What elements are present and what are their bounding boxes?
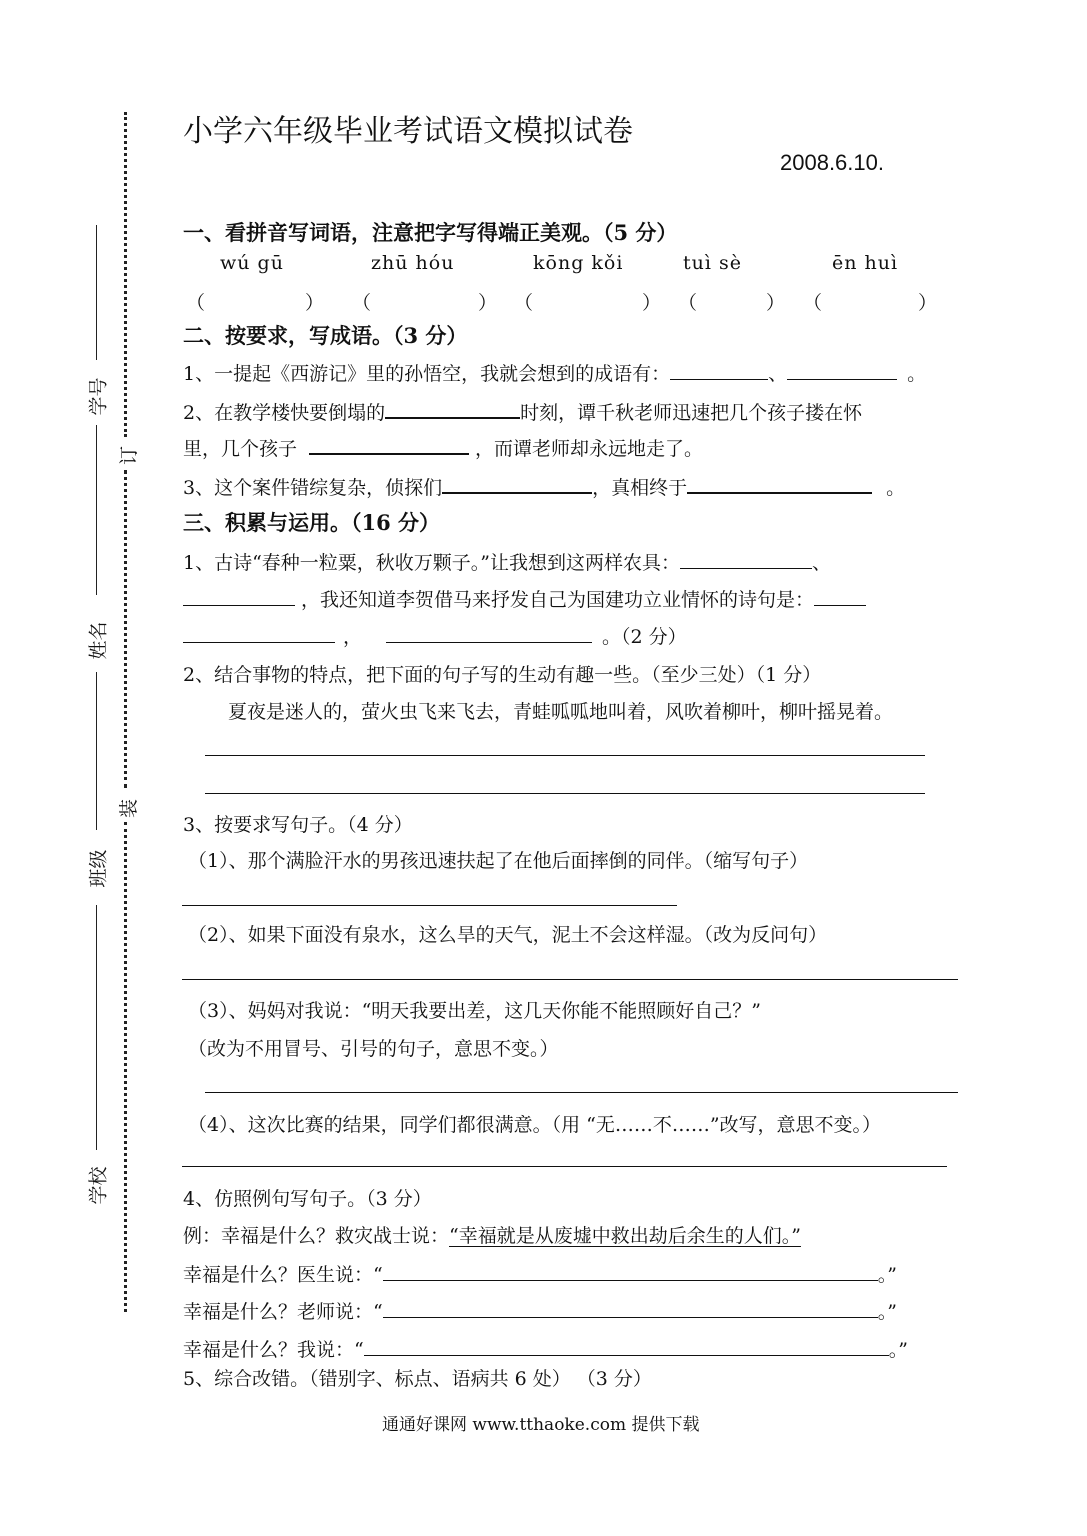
answer-paren-2-close: ） bbox=[478, 292, 498, 314]
s3-q1-text-b: ，我还知道李贺借马来抒发自己为国建功立业情怀的诗句是： bbox=[301, 589, 815, 611]
s2-q2-blank-1[interactable] bbox=[385, 397, 520, 419]
student-name-field[interactable] bbox=[96, 425, 97, 595]
class-label: 班级 bbox=[87, 849, 110, 888]
answer-paren-3-close: ） bbox=[642, 292, 662, 314]
student-number-field[interactable] bbox=[96, 225, 97, 360]
s3-q1-blank-2[interactable] bbox=[183, 585, 295, 606]
answer-paren-5-close: ） bbox=[918, 292, 938, 314]
answer-paren-1-open: （ bbox=[186, 292, 206, 314]
s2-q3-text-b: ，真相终于 bbox=[592, 476, 688, 499]
s3-q4-teacher-label: 幸福是什么？老师说：“ bbox=[183, 1301, 383, 1323]
s3-q1-text-a: 1、古诗“春种一粒粟，秋收万颗子。”让我想到这两样农具： bbox=[183, 552, 681, 574]
s3-q3-3-answer-line[interactable] bbox=[205, 1092, 958, 1093]
s2-q1-sep: 、 bbox=[768, 363, 788, 385]
answer-paren-4-close: ） bbox=[766, 292, 786, 314]
section-1-heading: 一、看拼音写词语，注意把字写得端正美观。（5 分） bbox=[183, 220, 678, 245]
page-title: 小学六年级毕业考试语文模拟试卷 bbox=[183, 114, 633, 149]
s3-q4-doctor-close: 。” bbox=[877, 1264, 897, 1286]
pinyin-5: ēn huì bbox=[832, 252, 899, 274]
binding-zhuang-label: 装 bbox=[118, 798, 141, 819]
s3-q4-teacher bbox=[183, 1297, 897, 1324]
s3-q2-answer-line-2[interactable] bbox=[205, 793, 925, 794]
s3-q1-blank-5[interactable] bbox=[386, 622, 592, 643]
s2-q1-end: 。 bbox=[907, 363, 927, 385]
s2-q3-text-c: 。 bbox=[886, 476, 906, 499]
binding-dotted-line bbox=[124, 822, 127, 1312]
s3-q4-example bbox=[183, 1221, 801, 1248]
s2-question-3 bbox=[183, 472, 905, 500]
s2-q2-text-d: ，而谭老师却永远地走了。 bbox=[475, 437, 704, 460]
s3-q3-4-answer-line[interactable] bbox=[182, 1166, 947, 1167]
s2-q2-text-b: 时刻，谭千秋老师迅速把几个孩子搂在怀 bbox=[520, 401, 863, 424]
s3-q1-blank-4[interactable] bbox=[183, 622, 335, 643]
s3-q4-teacher-blank[interactable] bbox=[383, 1297, 878, 1318]
s3-q4-doctor-label: 幸福是什么？医生说：“ bbox=[183, 1264, 383, 1286]
s3-question-3-2: （2）、如果下面没有泉水，这么旱的天气，泥土不会这样湿。（改为反问句） bbox=[188, 924, 828, 946]
s3-question-3-4: （4）、这次比赛的结果，同学们都很满意。（用 “无……不……”改写，意思不变。） bbox=[188, 1114, 882, 1136]
section-2-heading: 二、按要求，写成语。（3 分） bbox=[183, 323, 468, 348]
answer-paren-1-close: ） bbox=[305, 292, 325, 314]
school-field[interactable] bbox=[96, 905, 97, 1150]
s3-q4-me-blank[interactable] bbox=[364, 1335, 889, 1356]
s3-question-4: 4、仿照例句写句子。（3 分） bbox=[183, 1188, 432, 1210]
s2-q3-blank-2[interactable] bbox=[687, 472, 872, 494]
pinyin-1: wú gū bbox=[220, 252, 284, 274]
s3-q2-answer-line-1[interactable] bbox=[205, 755, 925, 756]
s3-q1-sep-c: ， bbox=[343, 626, 363, 648]
s3-q4-me-label: 幸福是什么？我说：“ bbox=[183, 1339, 364, 1361]
answer-paren-2-open: （ bbox=[352, 292, 372, 314]
s3-q4-me bbox=[183, 1335, 908, 1362]
s3-q4-example-label: 例：幸福是什么？救灾战士说： bbox=[183, 1225, 450, 1247]
student-number-label: 学号 bbox=[87, 377, 110, 416]
s3-question-3-1: （1）、那个满脸汗水的男孩迅速扶起了在他后面摔倒的同伴。（缩写句子） bbox=[188, 850, 809, 872]
s2-question-2 bbox=[183, 397, 862, 425]
s3-q1-blank-1[interactable] bbox=[680, 548, 812, 569]
s3-question-2: 2、结合事物的特点，把下面的句子写的生动有趣一些。（至少三处）（1 分） bbox=[183, 664, 822, 686]
s2-question-1 bbox=[183, 359, 926, 386]
exam-date: 2008.6.10. bbox=[780, 150, 884, 175]
s3-question-2-sentence: 夏夜是迷人的，萤火虫飞来飞去，青蛙呱呱地叫着，风吹着柳叶，柳叶摇晃着。 bbox=[228, 701, 894, 723]
s3-q1-blank-3[interactable] bbox=[814, 585, 866, 606]
pinyin-3: kōng kǒi bbox=[533, 252, 624, 274]
section-3-heading: 三、积累与运用。（16 分） bbox=[183, 510, 441, 535]
s3-q4-me-close: 。” bbox=[888, 1339, 908, 1361]
s2-q1-blank-1[interactable] bbox=[670, 359, 768, 380]
s2-q2-text-a: 2、在教学楼快要倒塌的 bbox=[183, 401, 386, 424]
class-field[interactable] bbox=[96, 672, 97, 830]
s3-q3-1-answer-line[interactable] bbox=[182, 905, 677, 906]
s3-question-3: 3、按要求写句子。（4 分） bbox=[183, 814, 413, 836]
s2-q3-text-a: 3、这个案件错综复杂，侦探们 bbox=[183, 476, 443, 499]
s3-q4-doctor-blank[interactable] bbox=[383, 1260, 878, 1281]
answer-paren-3-open: （ bbox=[514, 292, 534, 314]
s3-q3-2-answer-line[interactable] bbox=[182, 979, 958, 980]
s3-q4-teacher-close: 。” bbox=[877, 1301, 897, 1323]
binding-dotted-line bbox=[124, 470, 127, 788]
s2-question-2-cont bbox=[183, 433, 703, 461]
s3-q1-end: 。（2 分） bbox=[602, 626, 687, 648]
s2-q1-blank-2[interactable] bbox=[787, 359, 897, 380]
s2-q2-blank-2[interactable] bbox=[309, 433, 469, 455]
student-name-label: 姓名 bbox=[87, 621, 110, 660]
s3-q4-doctor bbox=[183, 1260, 897, 1287]
binding-ding-label: 订 bbox=[118, 445, 141, 466]
footer-credit: 通通好课网 www.tthaoke.com 提供下载 bbox=[382, 1415, 700, 1435]
s3-question-1-cont bbox=[183, 585, 866, 612]
answer-paren-4-open: （ bbox=[678, 292, 698, 314]
s3-question-5: 5、综合改错。（错别字、标点、语病共 6 处） （3 分） bbox=[183, 1368, 652, 1390]
s2-q1-text: 1、一提起《西游记》里的孙悟空，我就会想到的成语有： bbox=[183, 363, 671, 385]
answer-paren-5-open: （ bbox=[803, 292, 823, 314]
binding-dotted-line bbox=[124, 112, 127, 437]
s2-q3-blank-1[interactable] bbox=[442, 472, 592, 494]
s3-question-1-cont-2 bbox=[183, 622, 687, 649]
s2-q2-text-c: 里，几个孩子 bbox=[183, 437, 298, 460]
s3-question-1 bbox=[183, 548, 831, 575]
s3-question-3-3: （3）、妈妈对我说：“明天我要出差，这几天你能不能照顾好自己？” bbox=[188, 1000, 762, 1022]
pinyin-4: tuì sè bbox=[683, 252, 742, 274]
s3-q4-example-answer: “幸福就是从废墟中救出劫后余生的人们。” bbox=[449, 1225, 801, 1247]
pinyin-2: zhū hóu bbox=[371, 252, 455, 274]
s3-question-3-3-instruction: （改为不用冒号、引号的句子，意思不变。） bbox=[188, 1038, 559, 1060]
school-label: 学校 bbox=[87, 1166, 110, 1205]
s3-q1-sep-a: 、 bbox=[812, 552, 832, 574]
